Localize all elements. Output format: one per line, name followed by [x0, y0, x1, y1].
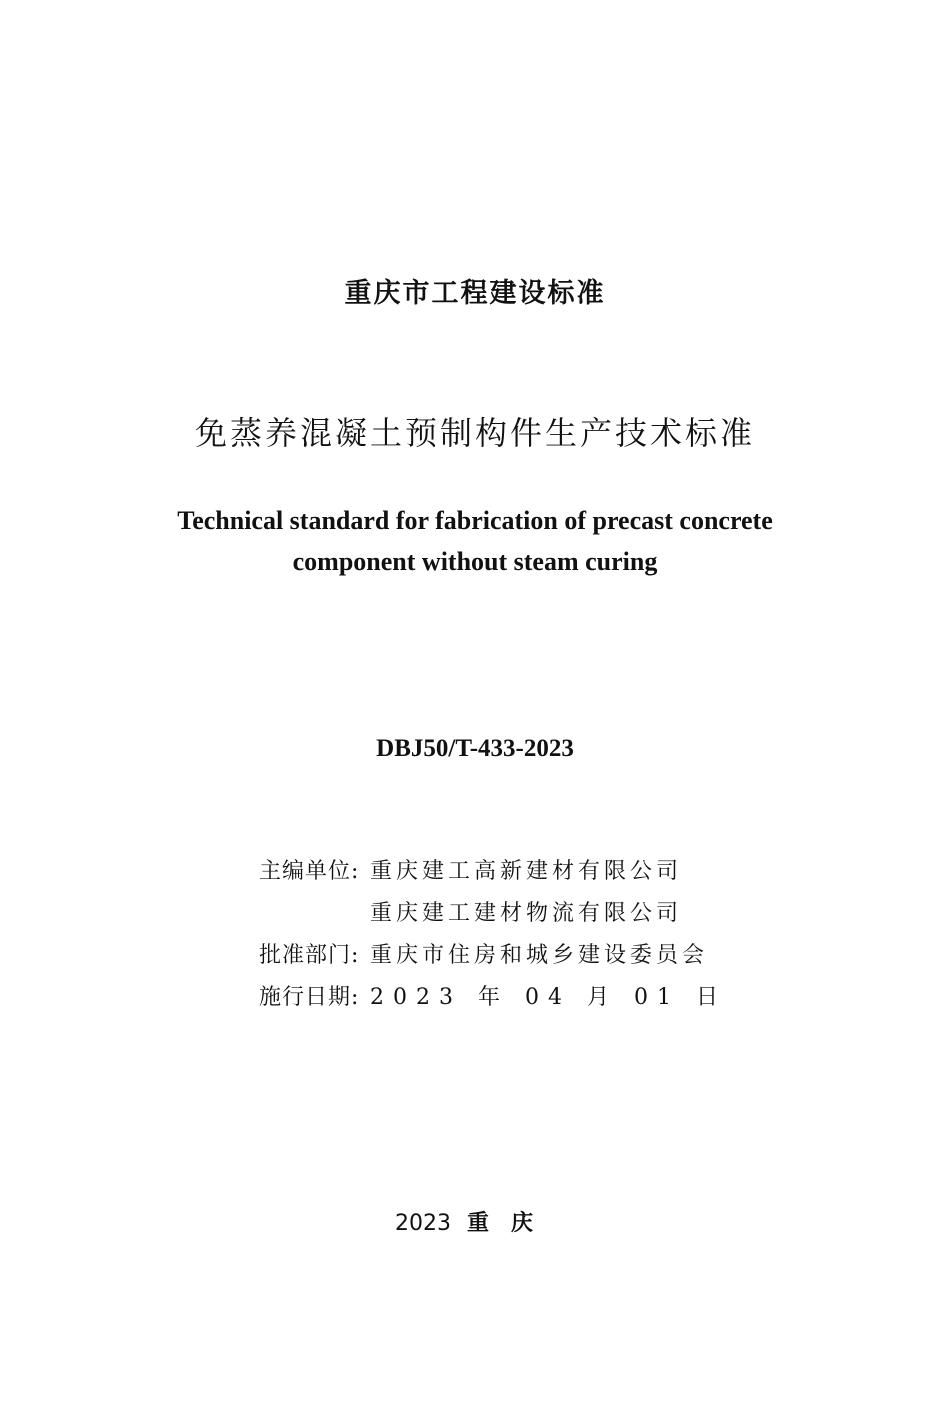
approver-row — [259, 935, 727, 977]
document-title-chinese: 免蒸养混凝土预制构件生产技术标准 — [194, 414, 755, 452]
series-title: 重庆市工程建设标准 — [344, 278, 606, 309]
publication-info — [259, 851, 727, 1019]
document-title-english — [0, 500, 950, 582]
editor-unit-1: 重庆建工高新建材有限公司 — [370, 859, 683, 884]
editor-row-2 — [259, 893, 727, 935]
editor-unit-2: 重庆建工建材物流有限公司 — [370, 901, 683, 926]
effective-date: 2023 年 04 月 01 日 — [370, 985, 727, 1010]
title-english-line-2: component without steam curing — [292, 547, 658, 576]
editor-label: 主编单位: — [259, 859, 360, 884]
approver-label: 批准部门: — [259, 943, 360, 968]
publication-year: 2023 — [394, 1211, 451, 1236]
approver-department: 重庆市住房和城乡建设委员会 — [370, 943, 709, 968]
effective-date-row — [259, 977, 727, 1019]
title-english-line-1: Technical standard for fabrication of precast concrete — [177, 506, 773, 535]
editor-row — [259, 851, 727, 893]
standard-code: DBJ50/T-433-2023 — [376, 735, 574, 762]
publication-footer — [0, 1204, 950, 1244]
effective-date-label: 施行日期: — [259, 985, 360, 1010]
publication-place: 重庆 — [466, 1211, 555, 1236]
